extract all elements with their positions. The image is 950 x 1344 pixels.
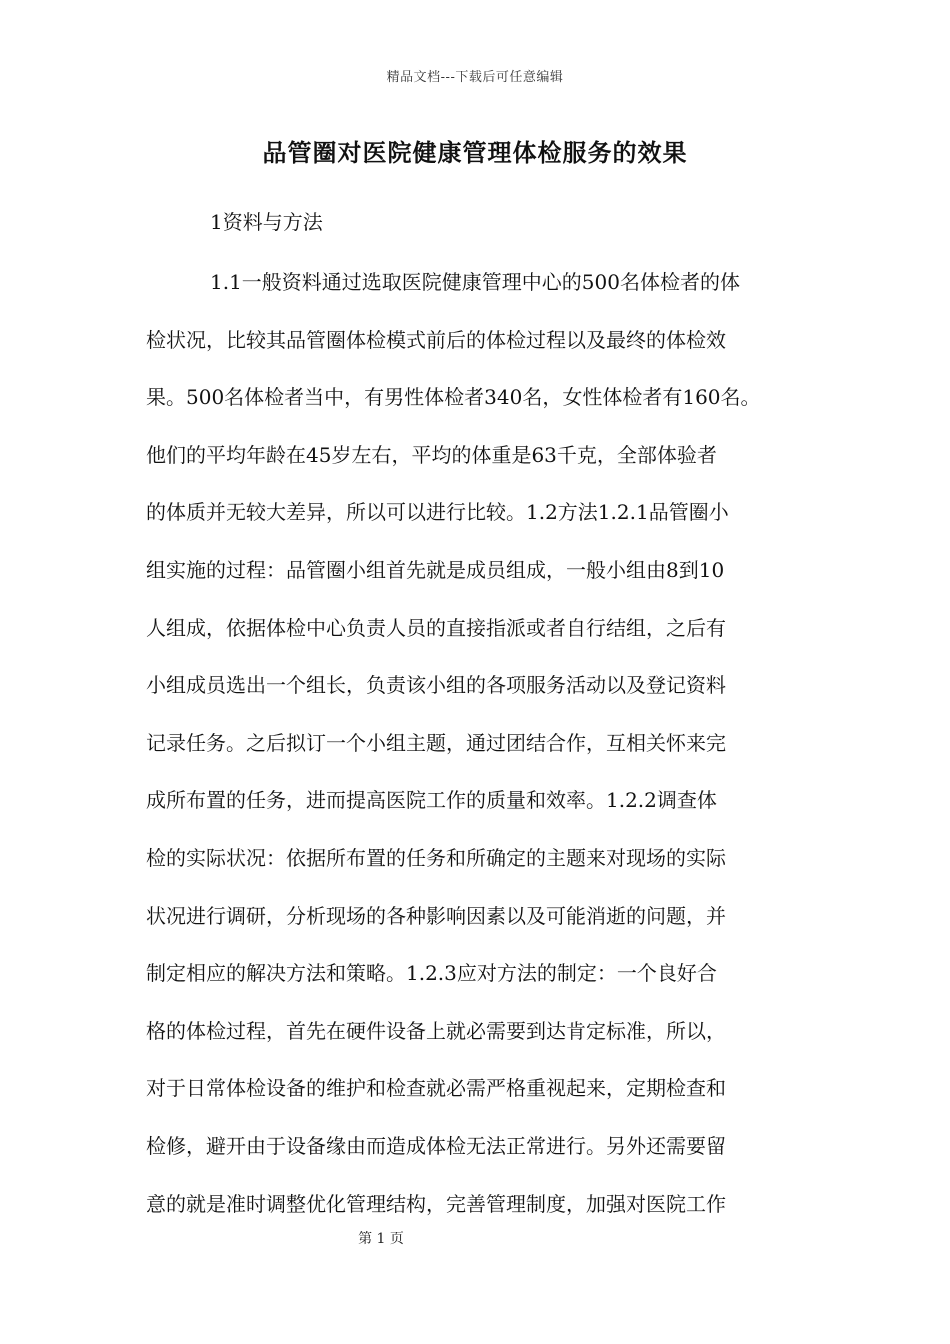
body-line: 意的就是准时调整优化管理结构，完善管理制度，加强对医院工作 [146, 1191, 726, 1216]
body-line: 状况进行调研，分析现场的各种影响因素以及可能消逝的问题，并 [146, 903, 726, 928]
body-line: 格的体检过程，首先在硬件设备上就必需要到达肯定标准，所以， [146, 1018, 726, 1043]
body-line: 检状况，比较其品管圈体检模式前后的体检过程以及最终的体检效 [146, 327, 726, 352]
body-line: 人组成，依据体检中心负责人员的直接指派或者自行结组，之后有 [146, 615, 726, 640]
page-number: 第 1 页 [358, 1231, 404, 1247]
document-title: 品管圈对医院健康管理体检服务的效果 [262, 138, 688, 167]
body-line: 他们的平均年龄在45岁左右，平均的体重是63千克，全部体验者 [146, 442, 717, 467]
section-heading: 1资料与方法 [210, 210, 323, 234]
body-line: 对于日常体检设备的维护和检查就必需严格重视起来，定期检查和 [146, 1076, 726, 1101]
header-note: 精品文档---下载后可任意编辑 [386, 70, 564, 85]
body-line: 1.1一般资料通过选取医院健康管理中心的500名体检者的体 [210, 270, 740, 294]
body-line: 检的实际状况：依据所布置的任务和所确定的主题来对现场的实际 [146, 845, 726, 870]
body-line: 的体质并无较大差异，所以可以进行比较。1.2方法1.2.1品管圈小 [146, 500, 729, 525]
body-line: 小组成员选出一个组长，负责该小组的各项服务活动以及登记资料 [146, 673, 726, 698]
body-line: 果。500名体检者当中，有男性体检者340名，女性体检者有160名。 [146, 385, 761, 410]
body-line: 成所布置的任务，进而提高医院工作的质量和效率。1.2.2调查体 [146, 788, 717, 813]
body-line: 制定相应的解决方法和策略。1.2.3应对方法的制定：一个良好合 [146, 961, 717, 986]
body-line: 检修，避开由于设备缘由而造成体检无法正常进行。另外还需要留 [146, 1133, 726, 1158]
body-line: 记录任务。之后拟订一个小组主题，通过团结合作，互相关怀来完 [146, 730, 726, 755]
body-paragraph [146, 262, 826, 1241]
body-line: 组实施的过程：品管圈小组首先就是成员组成，一般小组由8到10 [146, 557, 725, 582]
